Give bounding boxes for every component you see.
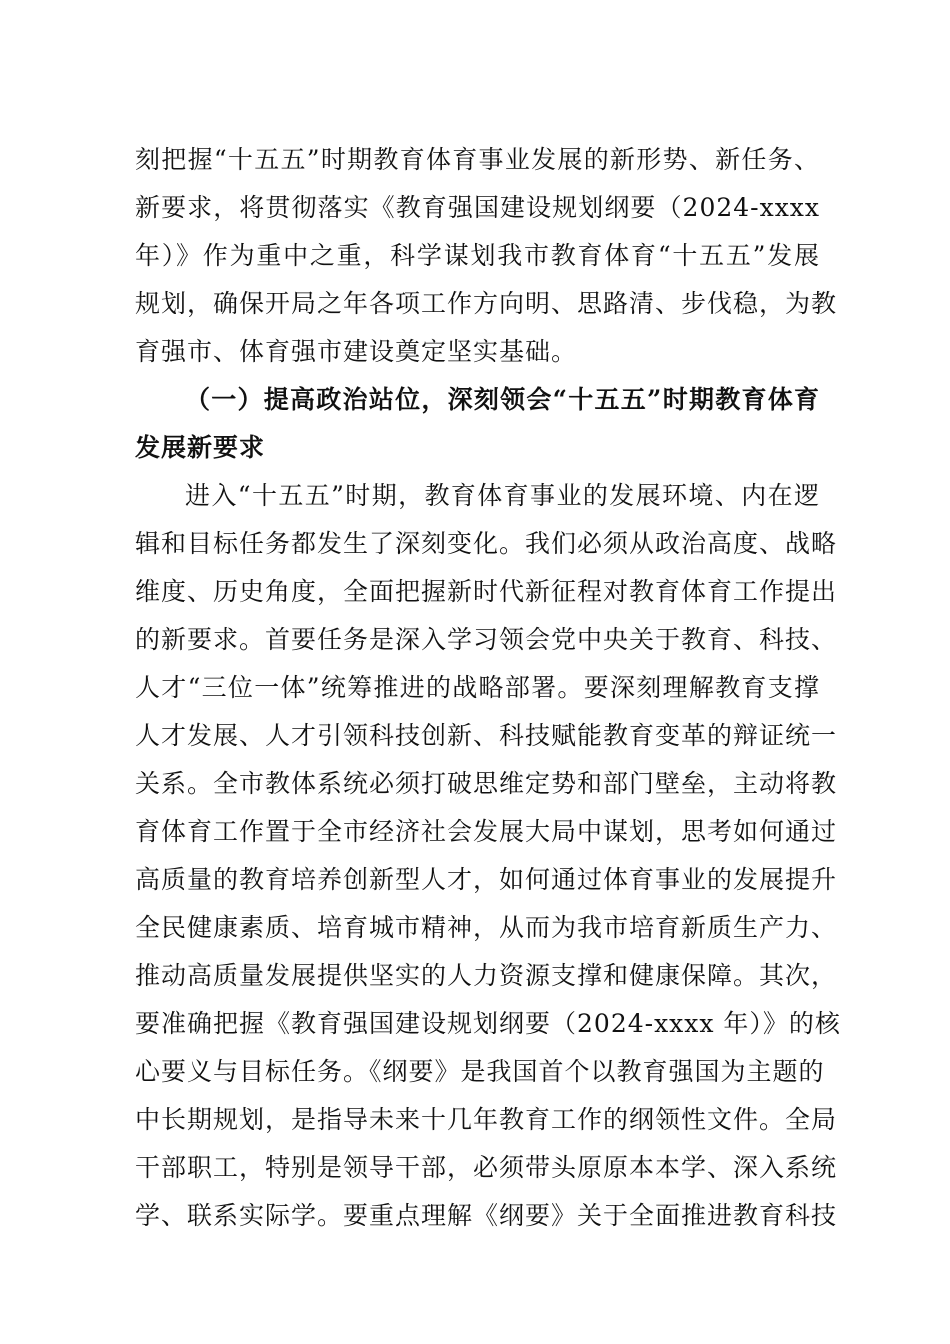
paragraph-2-line-10: 全民健康素质、培育城市精神，从而为我市培育新质生产力、 [135, 913, 838, 942]
paragraph-2-line-14: 中长期规划，是指导未来十几年教育工作的纲领性文件。全局 [135, 1105, 838, 1134]
paragraph-2-line-1: 进入“十五五”时期，教育体育事业的发展环境、内在逻 [185, 481, 820, 510]
paragraph-2-line-3: 维度、历史角度，全面把握新时代新征程对教育体育工作提出 [135, 577, 838, 606]
paragraph-1-line-3: 年）》作为重中之重，科学谋划我市教育体育“十五五”发展 [135, 241, 820, 270]
paragraph-2-line-7: 关系。全市教体系统必须打破思维定势和部门壁垒，主动将教 [135, 769, 838, 798]
paragraph-2-line-9: 高质量的教育培养创新型人才，如何通过体育事业的发展提升 [135, 865, 838, 894]
section-heading-line-2: 发展新要求 [135, 433, 266, 462]
paragraph-2-line-15: 干部职工，特别是领导干部，必须带头原原本本学、深入系统 [135, 1153, 838, 1182]
paragraph-2-line-13: 心要义与目标任务。《纲要》是我国首个以教育强国为主题的 [135, 1057, 825, 1086]
paragraph-2-line-6: 人才发展、人才引领科技创新、科技赋能教育变革的辩证统一 [135, 721, 838, 750]
paragraph-2-line-16: 学、联系实际学。要重点理解《纲要》关于全面推进教育科技 [135, 1201, 838, 1230]
paragraph-2-line-8: 育体育工作置于全市经济社会发展大局中谋划，思考如何通过 [135, 817, 838, 846]
paragraph-2-line-2: 辑和目标任务都发生了深刻变化。我们必须从政治高度、战略 [135, 529, 838, 558]
paragraph-1-line-1: 刻把握“十五五”时期教育体育事业发展的新形势、新任务、 [135, 145, 820, 174]
paragraph-2-line-12: 要准确把握《教育强国建设规划纲要（2024-xxxx 年）》的核 [135, 1009, 841, 1038]
paragraph-2-line-5: 人才“三位一体”统筹推进的战略部署。要深刻理解教育支撑 [135, 673, 820, 702]
paragraph-1-line-2: 新要求，将贯彻落实《教育强国建设规划纲要（2024-xxxx [135, 193, 820, 222]
section-heading-line-1: （一）提高政治站位，深刻领会“十五五”时期教育体育 [185, 385, 820, 414]
paragraph-2-line-4: 的新要求。首要任务是深入学习领会党中央关于教育、科技、 [135, 625, 838, 654]
paragraph-1-line-4: 规划，确保开局之年各项工作方向明、思路清、步伐稳，为教 [135, 289, 838, 318]
paragraph-1-line-5: 育强市、体育强市建设奠定坚实基础。 [135, 337, 578, 366]
paragraph-2-line-11: 推动高质量发展提供坚实的人力资源支撑和健康保障。其次， [135, 961, 838, 990]
